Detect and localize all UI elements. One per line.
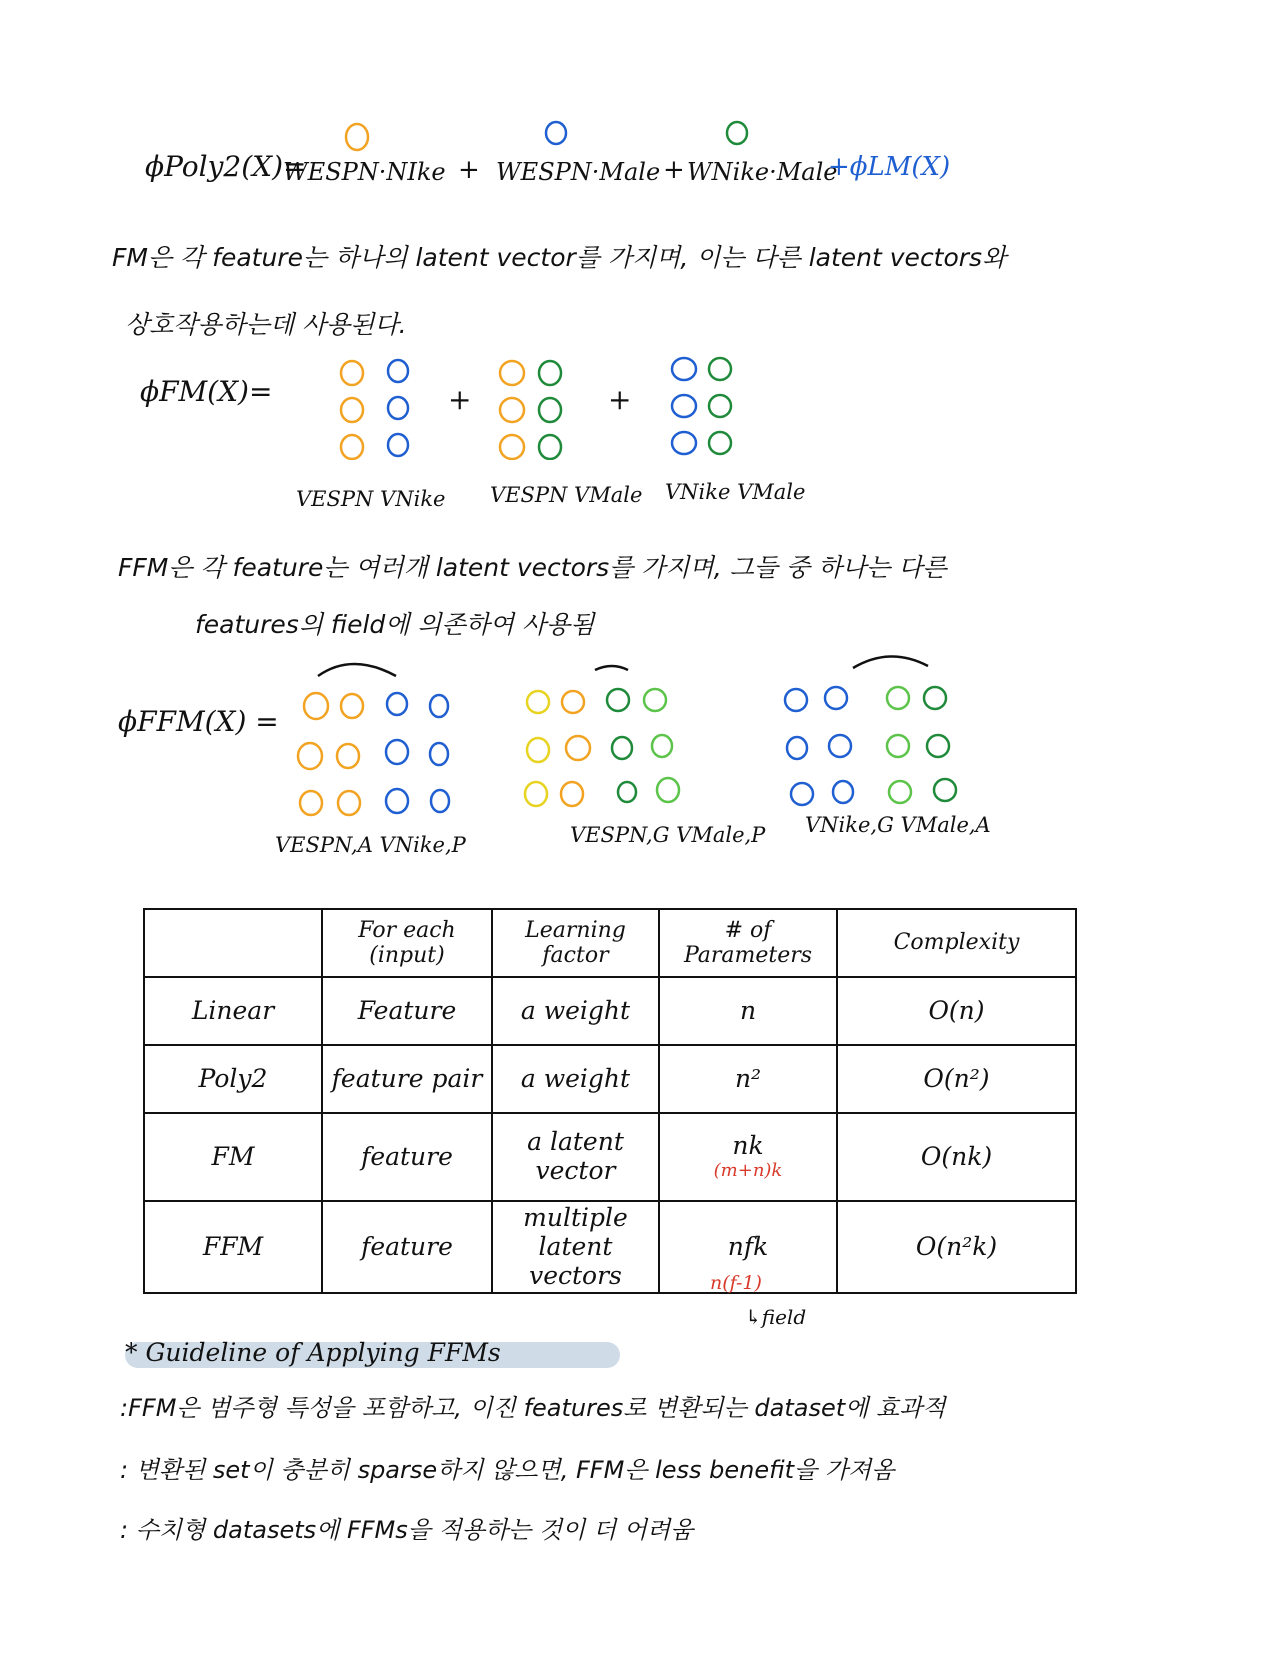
row-ffm-complexity: O(n²k) [837, 1201, 1076, 1293]
header-complexity: Complexity [837, 909, 1076, 977]
header-learning-factor: Learning factor [492, 909, 659, 977]
row-poly2-params: n² [659, 1045, 837, 1113]
table-header-row [144, 909, 1076, 977]
ffm-label-nike-male: VNike,G VMale,A [805, 813, 991, 837]
poly2-term-nike-male: WNike·Male [687, 158, 838, 186]
header-empty [144, 909, 322, 977]
fm-note-line-2: 상호작용하는데 사용된다. [125, 310, 407, 339]
circle-green [727, 122, 747, 144]
ffm-label-espn-male: VESPN,G VMale,P [570, 823, 766, 847]
fm-label-nike-male: VNike VMale [665, 480, 806, 504]
comparison-table [143, 908, 1077, 1294]
row-ffm-model: FFM [144, 1201, 322, 1293]
poly2-term-linear: +ϕLM(X) [828, 152, 951, 182]
row-poly2-complexity: O(n²) [837, 1045, 1076, 1113]
ffm-lhs: ϕFFM(X) = [118, 705, 279, 738]
poly2-plus-2: + [663, 155, 685, 185]
row-poly2-factor: a weight [492, 1045, 659, 1113]
field-note: ↳field [745, 1305, 807, 1329]
fm-lhs: ϕFM(X)= [140, 375, 273, 408]
row-linear-complexity: O(n) [837, 977, 1076, 1045]
row-ffm-factor: multiple latent vectors [492, 1201, 659, 1293]
row-linear-input: Feature [322, 977, 492, 1045]
row-poly2-model: Poly2 [144, 1045, 322, 1113]
row-ffm-params: nfk [659, 1201, 837, 1293]
row-fm-factor: a latent vector [492, 1113, 659, 1201]
poly2-plus-1: + [458, 155, 480, 185]
poly2-lhs: ϕPoly2(X)= [145, 150, 307, 183]
circle-orange [346, 124, 368, 150]
fm-param-note: (m+n)k [713, 1160, 783, 1182]
row-fm-model: FM [144, 1113, 322, 1201]
fm-label-espn-male: VESPN VMale [490, 483, 643, 507]
row-fm-params-cell [659, 1113, 837, 1201]
row-linear-model: Linear [144, 977, 322, 1045]
fm-plus-1: + [448, 383, 472, 416]
poly2-term-espn-nike: WESPN·NIke [283, 158, 446, 186]
ffm-note-line-2: features의 field에 의존하여 사용됨 [195, 610, 595, 639]
table-row [144, 1113, 1076, 1201]
table-row [144, 1201, 1076, 1293]
guideline-line-1: :FFM은 범주형 특성을 포함하고, 이진 features로 변환되는 dataset에 효과적 [120, 1394, 946, 1422]
table-row [144, 977, 1076, 1045]
ffm-latent-vectors [0, 640, 1275, 820]
guideline-line-2: : 변환된 set이 충분히 sparse하지 않으면, FFM은 less benefit을 가져옴 [120, 1456, 895, 1484]
fm-note-line-1: FM은 각 feature는 하나의 latent vector를 가지며, 이는 다른 latent vectors와 [112, 243, 1007, 272]
poly2-term-espn-male: WESPN·Male [496, 158, 661, 186]
header-num-parameters: # of Parameters [659, 909, 837, 977]
row-ffm-input: feature [322, 1201, 492, 1293]
fm-latent-vectors [0, 330, 1275, 460]
fm-plus-2: + [608, 383, 632, 416]
row-poly2-input: feature pair [322, 1045, 492, 1113]
header-for-each: For each (input) [322, 909, 492, 977]
row-linear-params: n [659, 977, 837, 1045]
circle-blue [546, 122, 566, 144]
row-fm-input: feature [322, 1113, 492, 1201]
row-linear-factor: a weight [492, 977, 659, 1045]
table-row [144, 1045, 1076, 1113]
row-fm-params: nk [732, 1131, 764, 1161]
ffm-note-line-1: FFM은 각 feature는 여러개 latent vectors를 가지며, 그들 중 하나는 다른 [118, 553, 947, 582]
poly2-weight-circles [0, 0, 1275, 220]
ffm-label-espn-nike: VESPN,A VNike,P [275, 833, 466, 857]
fm-label-espn-nike: VESPN VNike [296, 487, 446, 511]
guideline-title: * Guideline of Applying FFMs [125, 1338, 501, 1367]
guideline-line-3: : 수치형 datasets에 FFMs을 적용하는 것이 더 어려움 [120, 1516, 694, 1544]
ffm-param-note: n(f-1) [710, 1272, 762, 1294]
row-fm-complexity: O(nk) [837, 1113, 1076, 1201]
